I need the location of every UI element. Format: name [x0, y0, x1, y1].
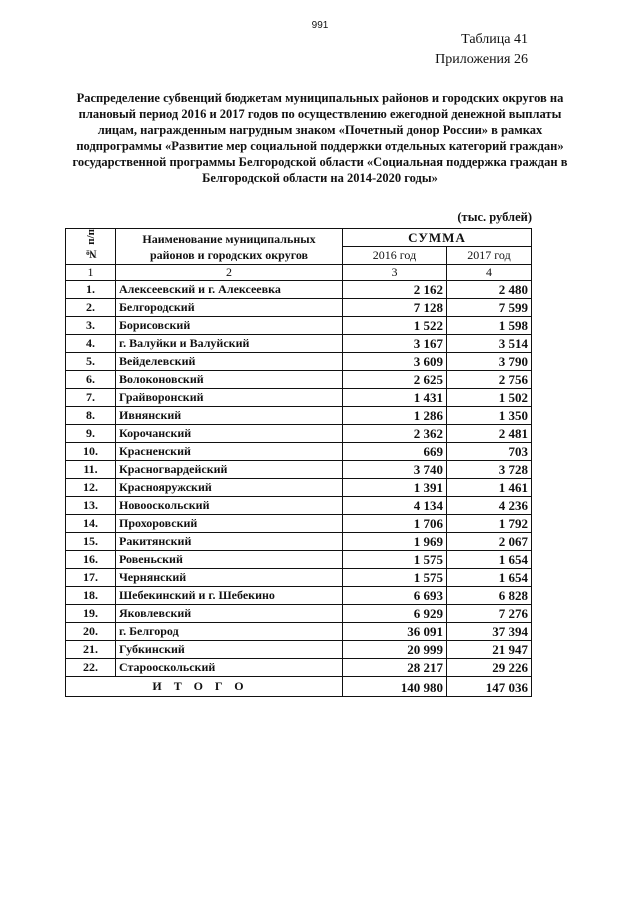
header-cell-2016: 2016 год [343, 247, 447, 265]
row-name: Красногвардейский [116, 461, 343, 479]
table-body [66, 281, 532, 677]
table-row [66, 605, 532, 623]
row-value-2016: 1 522 [343, 317, 447, 335]
row-value-2017: 1 654 [447, 569, 532, 587]
row-value-2016: 4 134 [343, 497, 447, 515]
row-name: Чернянский [116, 569, 343, 587]
row-value-2017: 7 599 [447, 299, 532, 317]
row-number: 14. [66, 515, 116, 533]
row-name: Яковлевский [116, 605, 343, 623]
row-number: 1. [66, 281, 116, 299]
table-row [66, 623, 532, 641]
table-row [66, 533, 532, 551]
row-value-2017: 2 756 [447, 371, 532, 389]
table-row [66, 515, 532, 533]
row-value-2017: 1 792 [447, 515, 532, 533]
row-value-2017: 1 598 [447, 317, 532, 335]
appendix-label: Приложения 26 [435, 52, 528, 67]
row-number: 12. [66, 479, 116, 497]
table-row [66, 299, 532, 317]
row-name: Волоконовский [116, 371, 343, 389]
row-name: Губкинский [116, 641, 343, 659]
row-number: 11. [66, 461, 116, 479]
row-value-2016: 6 693 [343, 587, 447, 605]
index-cell: 4 [447, 265, 532, 281]
row-value-2016: 1 431 [343, 389, 447, 407]
row-name: г. Белгород [116, 623, 343, 641]
row-name: Краснояружский [116, 479, 343, 497]
subvention-table [65, 228, 532, 697]
row-value-2017: 2 481 [447, 425, 532, 443]
header-cell-name: Наименование муниципальных районов и городских округов [116, 229, 343, 265]
table-row [66, 407, 532, 425]
row-name: Грайворонский [116, 389, 343, 407]
table-row [66, 335, 532, 353]
row-value-2017: 703 [447, 443, 532, 461]
row-value-2017: 2 067 [447, 533, 532, 551]
row-number: 21. [66, 641, 116, 659]
row-value-2016: 2 162 [343, 281, 447, 299]
row-value-2016: 2 625 [343, 371, 447, 389]
row-name: Красненский [116, 443, 343, 461]
row-value-2016: 1 969 [343, 533, 447, 551]
row-number: 20. [66, 623, 116, 641]
row-value-2016: 36 091 [343, 623, 447, 641]
row-value-2017: 1 350 [447, 407, 532, 425]
page-number: 991 [311, 20, 329, 31]
header-cell-number [66, 229, 116, 265]
row-value-2016: 2 362 [343, 425, 447, 443]
table-row [66, 497, 532, 515]
row-number: 6. [66, 371, 116, 389]
total-2017: 147 036 [447, 677, 532, 697]
table-row [66, 659, 532, 677]
table-row [66, 353, 532, 371]
table-row [66, 461, 532, 479]
row-number: 19. [66, 605, 116, 623]
table-label: Таблица 41 [461, 32, 528, 47]
row-name: Ракитянский [116, 533, 343, 551]
row-name: Алексеевский и г. Алексеевка [116, 281, 343, 299]
total-row [66, 677, 532, 697]
total-2016: 140 980 [343, 677, 447, 697]
total-label: ИТОГО [66, 677, 343, 697]
row-value-2017: 3 514 [447, 335, 532, 353]
row-number: 5. [66, 353, 116, 371]
row-number: 7. [66, 389, 116, 407]
row-number: 4. [66, 335, 116, 353]
document-title: Распределение субвенций бюджетам муниципальных районов и городских округов на плановый период 2016 и 2017 годов по осуществлению ежегодной денежной выплаты лицам, награжденным нагрудным знаком «Почетный донор России» в рамках подпрограммы «Развитие мер социальной поддержки отдельных категорий граждан» государственной программы Белгородской области «Социальная поддержка граждан в Белгородской области на 2014-2020 годы» [72, 91, 568, 185]
row-value-2017: 1 502 [447, 389, 532, 407]
row-number: 22. [66, 659, 116, 677]
header-number-label: № п/п [84, 229, 97, 260]
row-value-2016: 1 391 [343, 479, 447, 497]
row-value-2017: 7 276 [447, 605, 532, 623]
row-name: Новооскольский [116, 497, 343, 515]
row-value-2017: 4 236 [447, 497, 532, 515]
table-row [66, 317, 532, 335]
row-number: 2. [66, 299, 116, 317]
row-number: 17. [66, 569, 116, 587]
row-name: Ровеньский [116, 551, 343, 569]
row-value-2016: 28 217 [343, 659, 447, 677]
index-cell: 3 [343, 265, 447, 281]
row-value-2016: 7 128 [343, 299, 447, 317]
row-name: Прохоровский [116, 515, 343, 533]
row-value-2017: 1 654 [447, 551, 532, 569]
row-value-2017: 1 461 [447, 479, 532, 497]
row-value-2016: 1 706 [343, 515, 447, 533]
row-value-2016: 669 [343, 443, 447, 461]
table-row [66, 443, 532, 461]
row-name: Белгородский [116, 299, 343, 317]
row-name: Корочанский [116, 425, 343, 443]
row-name: Шебекинский и г. Шебекино [116, 587, 343, 605]
row-name: Ивнянский [116, 407, 343, 425]
header-cell-2017: 2017 год [447, 247, 532, 265]
row-number: 18. [66, 587, 116, 605]
row-value-2016: 6 929 [343, 605, 447, 623]
table-row [66, 425, 532, 443]
row-number: 15. [66, 533, 116, 551]
table-row [66, 551, 532, 569]
header-cell-sum: СУММА [343, 229, 532, 247]
row-value-2016: 20 999 [343, 641, 447, 659]
row-number: 16. [66, 551, 116, 569]
row-value-2016: 1 575 [343, 551, 447, 569]
row-number: 13. [66, 497, 116, 515]
row-value-2017: 6 828 [447, 587, 532, 605]
row-value-2017: 3 728 [447, 461, 532, 479]
table-row [66, 641, 532, 659]
row-value-2017: 3 790 [447, 353, 532, 371]
table-row [66, 569, 532, 587]
row-name: Вейделевский [116, 353, 343, 371]
index-cell: 1 [66, 265, 116, 281]
row-number: 9. [66, 425, 116, 443]
row-value-2017: 21 947 [447, 641, 532, 659]
row-name: г. Валуйки и Валуйский [116, 335, 343, 353]
row-value-2016: 1 286 [343, 407, 447, 425]
row-value-2016: 1 575 [343, 569, 447, 587]
table-row [66, 371, 532, 389]
row-value-2017: 2 480 [447, 281, 532, 299]
row-name: Борисовский [116, 317, 343, 335]
row-value-2017: 37 394 [447, 623, 532, 641]
row-number: 8. [66, 407, 116, 425]
table-row [66, 479, 532, 497]
row-name: Старооскольский [116, 659, 343, 677]
row-number: 10. [66, 443, 116, 461]
table-row [66, 587, 532, 605]
row-value-2016: 3 740 [343, 461, 447, 479]
row-value-2016: 3 167 [343, 335, 447, 353]
row-value-2016: 3 609 [343, 353, 447, 371]
row-value-2017: 29 226 [447, 659, 532, 677]
row-number: 3. [66, 317, 116, 335]
units-label: (тыс. рублей) [457, 210, 532, 224]
table-row [66, 389, 532, 407]
table-row [66, 281, 532, 299]
index-cell: 2 [116, 265, 343, 281]
